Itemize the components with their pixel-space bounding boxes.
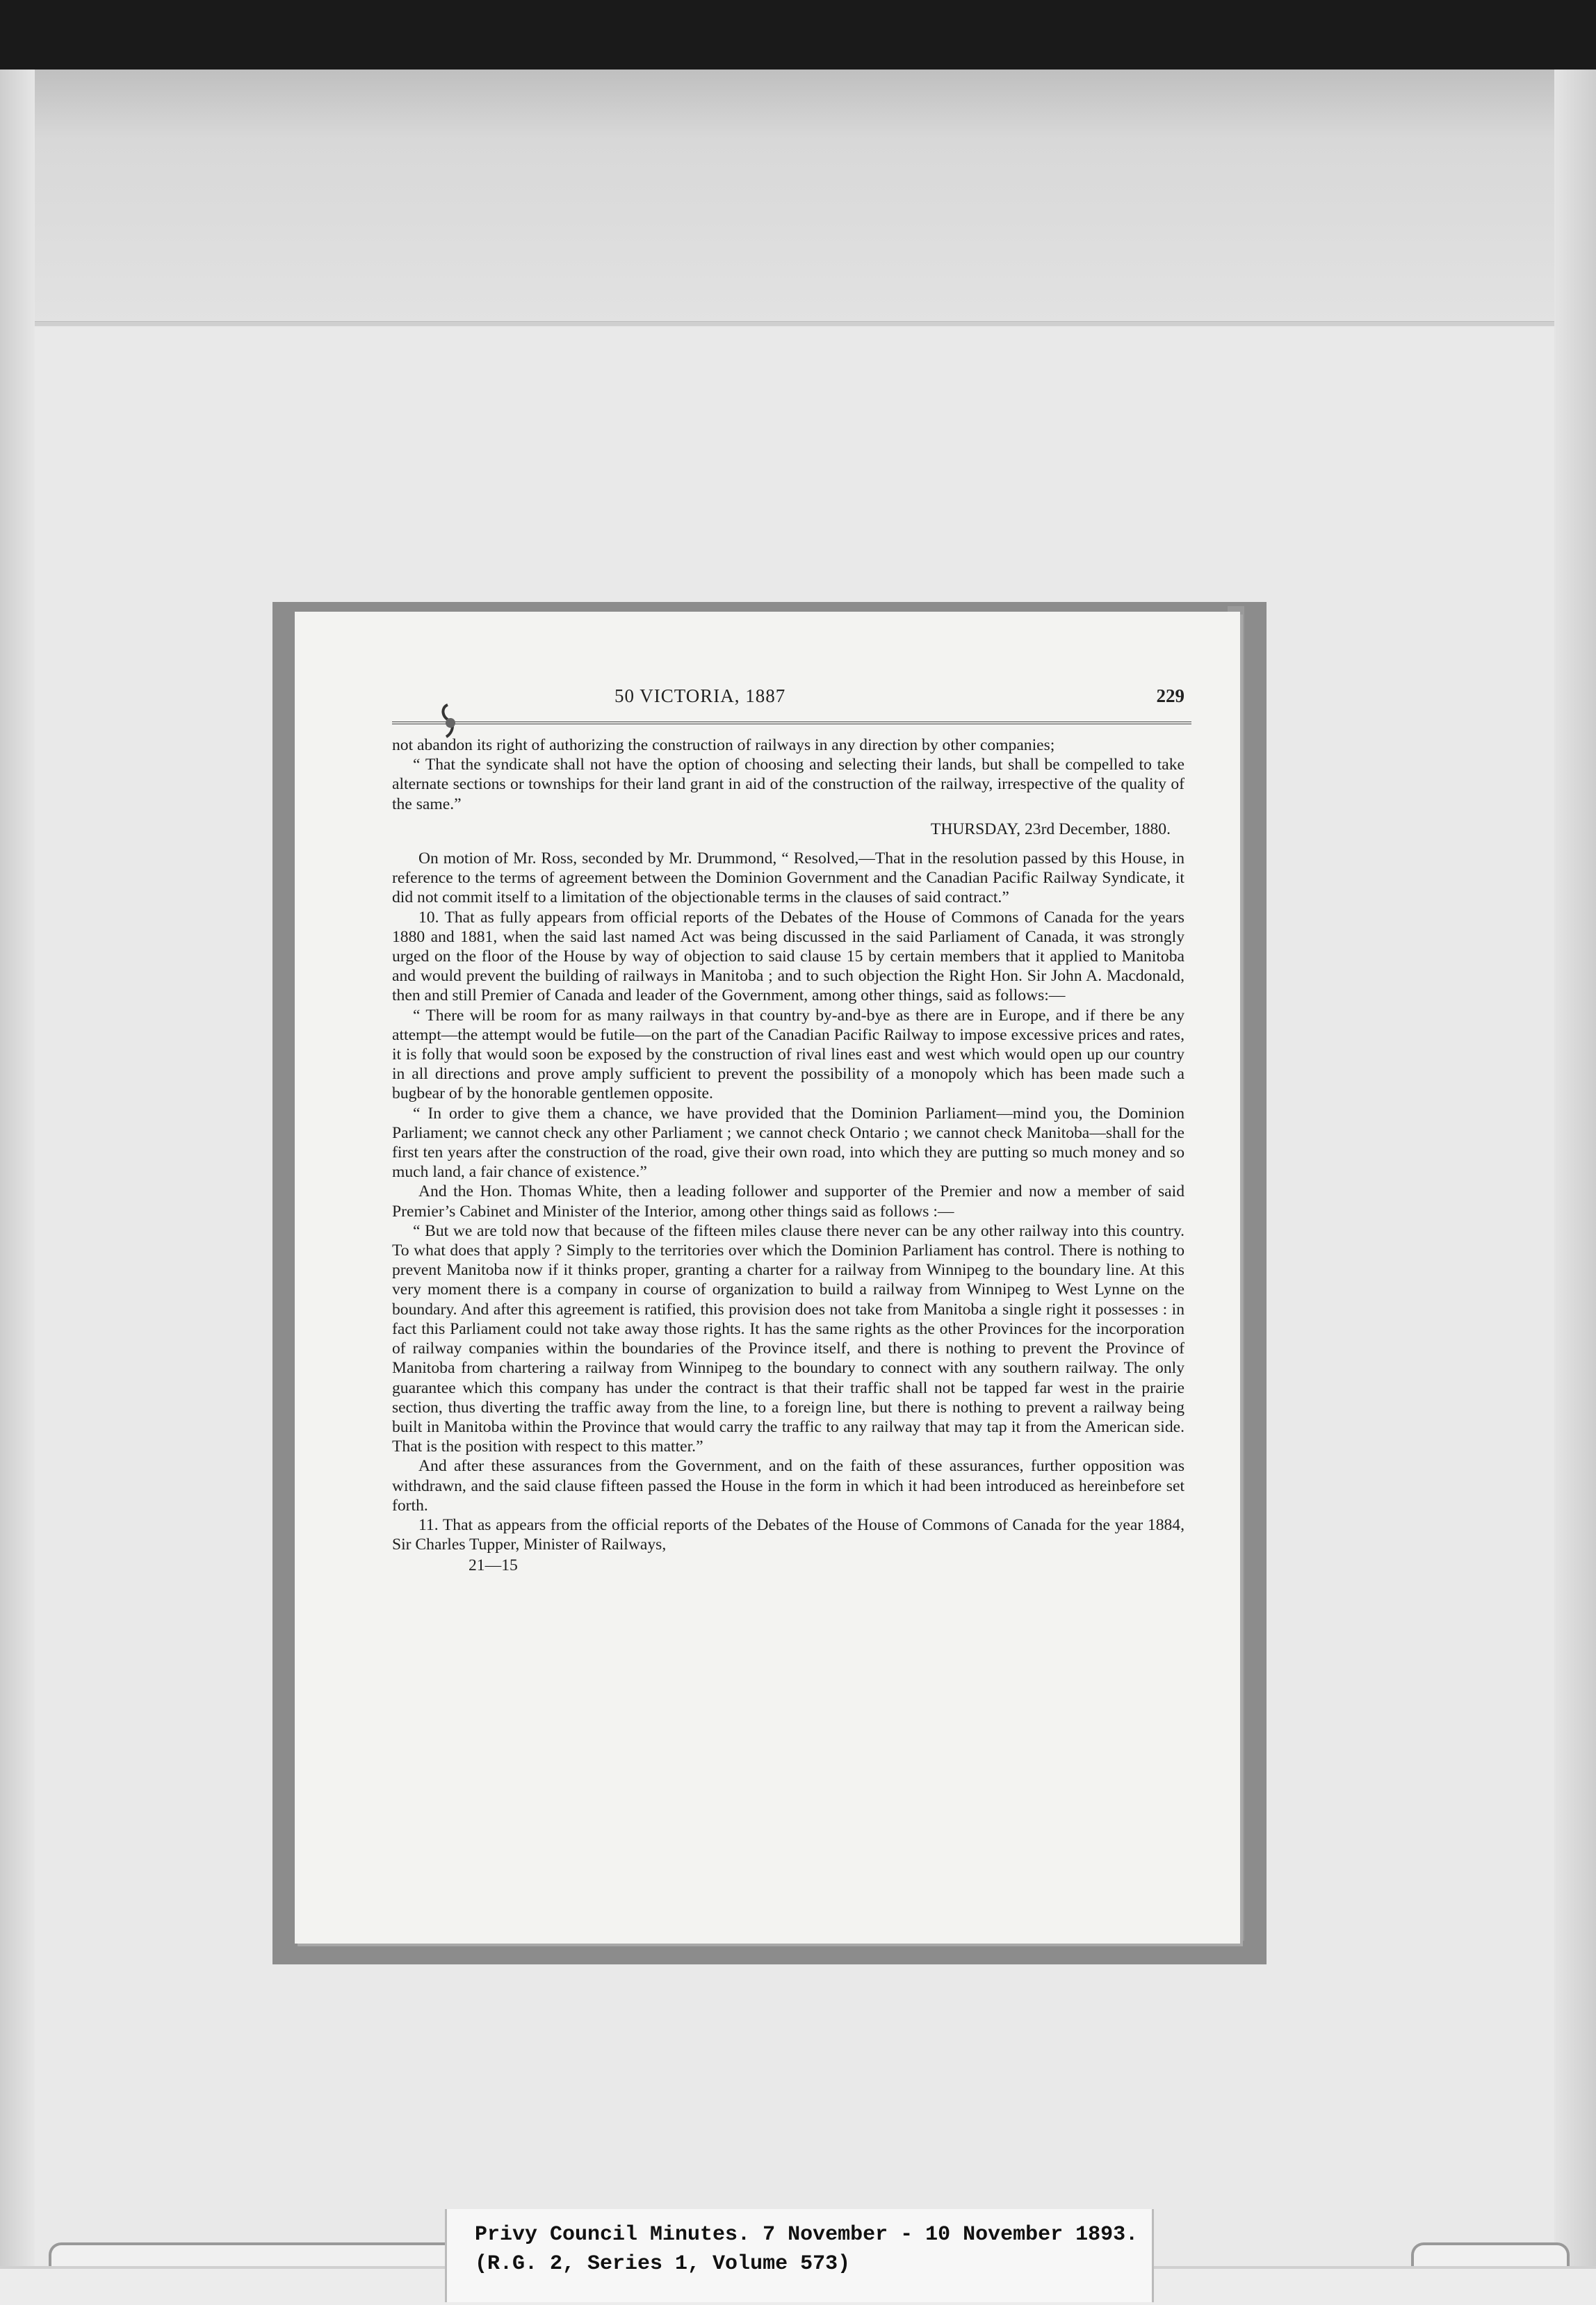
paragraph: “ There will be room for as many railways in that country by-and-bye as there are in Europe, and if there be any attempt—the attempt would be futile—on the part of the Canadian Pacific Railway to impose excessive prices and rates, it is folly that would soon be exposed by the construction of rival lines east and west which would open up our country in all directions and prove amply sufficient to prevent the possibility of a monopoly which has been made such a bugbear of by the honorable gentlemen opposite. xyxy=(392,1006,1184,1103)
body-text xyxy=(392,735,1184,1576)
header-rule xyxy=(392,722,1191,731)
page-header xyxy=(392,685,1184,713)
paragraph: 11. That as appears from the official reports of the Debates of the House of Commons of Canada for the year 1884, Sir Charles Tupper, Minister of Railways, xyxy=(392,1515,1184,1554)
date-line: THURSDAY, 23rd December, 1880. xyxy=(930,820,1171,838)
paragraph: “ That the syndicate shall not have the option of choosing and selecting their lands, but shall be compelled to take alternate sections or townships for their land grant in aid of the construction of the railway, irrespective of the quality of the same.” xyxy=(392,756,1184,813)
paragraph: not abandon its right of authorizing the construction of railways in any direction by other companies; xyxy=(392,736,1055,754)
paragraph: 10. That as fully appears from official reports of the Debates of the House of Commons of Canada for the years 1880 and 1881, when the said last named Act was being discussed in the said Parliament of Canada, it was strongly urged on the floor of the House by way of objection to said clause 15 by certain members that it applied to Manitoba and would prevent the building of railways in Manitoba ; and to such objection the Right Hon. Sir John A. Macdonald, then and still Premier of Canada and leader of the Government, among other things, said as follows:— xyxy=(392,908,1184,1005)
paragraph: On motion of Mr. Ross, seconded by Mr. Drummond, “ Resolved,—That in the resolution passed by this House, in reference to the terms of agreement between the Dominion Government and the Canadian Pacific Railway Syndicate, it did not commit itself to a limitation of the objectionable terms in the clauses of said contract.” xyxy=(392,849,1184,907)
film-left-margin xyxy=(0,70,35,2302)
caption-line-1: Privy Council Minutes. 7 November - 10 November 1893. xyxy=(475,2223,1139,2247)
document-page xyxy=(295,612,1240,1944)
signature-mark: 21—15 xyxy=(469,1556,518,1575)
caption-line-2: (R.G. 2, Series 1, Volume 573) xyxy=(475,2252,851,2276)
paragraph: And the Hon. Thomas White, then a leading follower and supporter of the Premier and now a member of said Premier’s Cabinet and Minister of the Interior, among other things said as follows :— xyxy=(392,1182,1184,1221)
page-number: 229 xyxy=(1156,685,1184,706)
film-seam xyxy=(0,321,1596,326)
archive-caption xyxy=(445,2209,1154,2302)
film-dark-edge xyxy=(0,0,1596,70)
paragraph: “ But we are told now that because of the fifteen miles clause there never can be any other railway into this country. To what does that apply ? Simply to the territories over which the Dominion Parliament has control. There is nothing to prevent Manitoba now if it thinks proper, granting a charter for a railway from Winnipeg to the boundary line. At this very moment there is a company in course of organization to build a railway from Winnipeg to West Lynne on the boundary. And after this agreement is ratified, this provision does not take from Manitoba a single right it possesses : in fact this Parliament could not take away those rights. It has the same rights as the other Provinces for the incorporation of railway companies within the boundaries of the Province itself, and there is nothing to prevent the Province of Manitoba from chartering a railway from Winnipeg to the boundary to connect with any southern railway. The only guarantee which this company has under the contract is that their traffic shall not be tapped far west in the prairie section, thus diverting the traffic away from the line, to a foreign line, but there is nothing to prevent a railway being built in Manitoba within the Province that would carry the traffic to any railway that may tap it from the American side. That is the position with respect to this matter.” xyxy=(392,1221,1184,1456)
paragraph: And after these assurances from the Government, and on the faith of these assurances, further opposition was withdrawn, and the said clause fifteen passed the House in the form in which it had been introduced as hereinbefore set forth. xyxy=(392,1457,1184,1515)
film-right-margin xyxy=(1554,70,1596,2302)
paragraph: “ In order to give them a chance, we have provided that the Dominion Parliament—mind you, the Dominion Parliament; we cannot check any other Parliament ; we cannot check Ontario ; we cannot check Manitoba—shall for the first ten years after the construction of the road, give their own road, into which they are putting so much money and so much land, a fair chance of existence.” xyxy=(392,1104,1184,1182)
running-title: 50 VICTORIA, 1887 xyxy=(614,685,786,706)
